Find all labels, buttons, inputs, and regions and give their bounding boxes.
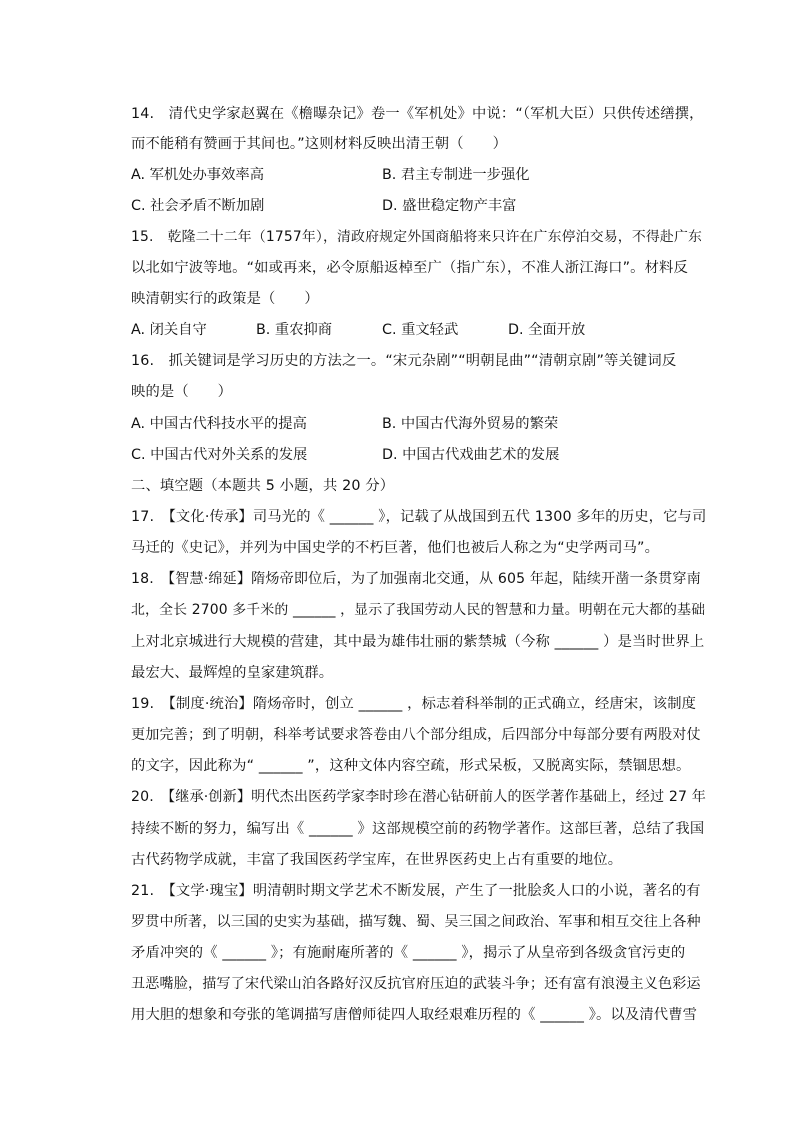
q18-line-1: 18. 【智慧·绵延】隋炀帝即位后，为了加强南北交通，从 605 年起，陆续开凿一条贯穿南	[131, 571, 701, 587]
q15-line-1: 15. 乾隆二十二年（1757年），清政府规定外国商船将来只许在广东停泊交易，不得赴广东	[131, 229, 703, 245]
q20-line-1: 20. 【继承·创新】明代杰出医药学家李时珍在潜心钻研前人的医学著作基础上，经过 27 年	[131, 789, 706, 805]
q17-line-1: 17. 【文化·传承】司马光的《 ______ 》，记载了从战国到五代 1300 多年的历史，它与司	[131, 509, 707, 525]
q19-line-2: 更加完善；到了明朝，科举考试要求答卷由八个部分组成，后四部分中每部分要有两股对仗	[131, 727, 701, 743]
q15-line-3: 映清朝实行的政策是（ ）	[131, 291, 319, 307]
q18-line-4: 最宏大、最辉煌的皇家建筑群。	[131, 665, 334, 681]
q21-line-5: 用大胆的想象和夸张的笔调描写唐僧师徒四人取经艰难历程的《 ______ 》。以及清代曹雪	[131, 1007, 698, 1023]
q14-option-a[interactable]: A. 军机处办事效率高	[131, 167, 264, 183]
q20-line-2: 持续不断的努力，编写出《 ______ 》这部规模空前的药物学著作。这部巨著，总结了我国	[131, 821, 705, 837]
q15-option-a[interactable]: A. 闭关自守	[131, 322, 207, 338]
q18-line-2: 北，全长 2700 多千米的 ______ ，显示了我国劳动人民的智慧和力量。明朝在元大都的基础	[131, 602, 706, 618]
q16-line-2: 映的是（ ）	[131, 384, 233, 400]
q16-option-d[interactable]: D. 中国古代戏曲艺术的发展	[382, 447, 560, 463]
q15-line-2: 以北如宁波等地。“如或再来，必令原船返棹至广（指广东），不准人浙江海口”。材料反	[131, 260, 688, 276]
q20-line-3: 古代药物学成就，丰富了我国医药学宝库，在世界医药史上占有重要的地位。	[131, 852, 623, 868]
q15-option-b[interactable]: B. 重农抑商	[256, 322, 333, 338]
q16-line-1: 16. 抓关键词是学习历史的方法之一。“宋元杂剧”“明朝昆曲”“清朝京剧”等关键词反	[131, 353, 677, 369]
q21-line-2: 罗贯中所著，以三国的史实为基础，描写魏、蜀、吴三国之间政治、军事和相互交往上各种	[131, 914, 701, 930]
q14-option-d[interactable]: D. 盛世稳定物产丰富	[382, 198, 517, 214]
q21-line-3: 矛盾冲突的《 ______ 》；有施耐庵所著的《 ______ 》，揭示了从皇帝到各级贪官污吏的	[131, 945, 686, 961]
q14-option-b[interactable]: B. 君主专制进一步强化	[382, 167, 530, 183]
section-heading-fill-in: 二、填空题（本题共 5 小题，共 20 分）	[131, 478, 395, 494]
q16-option-a[interactable]: A. 中国古代科技水平的提高	[131, 416, 307, 432]
q19-line-3: 的文字，因此称为“ ______ ”，这种文体内容空疏，形式呆板，又脱离实际，禁锢思想。	[131, 758, 691, 774]
q17-line-2: 马迁的《史记》，并列为中国史学的不朽巨著，他们也被后人称之为“史学两司马”。	[131, 540, 660, 556]
q15-option-c[interactable]: C. 重文轻武	[382, 322, 459, 338]
q16-option-b[interactable]: B. 中国古代海外贸易的繁荣	[382, 416, 559, 432]
q18-line-3: 上对北京城进行大规模的营建，其中最为雄伟壮丽的紫禁城（今称 ______ ）是当时世界上	[131, 634, 705, 650]
q14-line-1: 14. 清代史学家赵翼在《檐曝杂记》卷一《军机处》中说：“（军机大臣）只供传述缮撰，	[131, 106, 704, 122]
q19-line-1: 19. 【制度·统治】隋炀帝时，创立 ______ ，标志着科举制的正式确立，经唐宋，该制度	[131, 696, 697, 712]
q21-line-1: 21. 【文学·瑰宝】明清朝时期文学艺术不断发展，产生了一批脍炙人口的小说，著名的有	[131, 883, 701, 899]
q21-line-4: 丑恶嘴脸，描写了宋代梁山泊各路好汉反抗官府压迫的武装斗争；还有富有浪漫主义色彩运	[131, 976, 701, 992]
q14-line-2: 而不能稍有赞画于其间也。”这则材料反映出清王朝（ ）	[131, 136, 508, 152]
q14-option-c[interactable]: C. 社会矛盾不断加剧	[131, 198, 265, 214]
q16-option-c[interactable]: C. 中国古代对外关系的发展	[131, 447, 308, 463]
q15-option-d[interactable]: D. 全面开放	[508, 322, 586, 338]
